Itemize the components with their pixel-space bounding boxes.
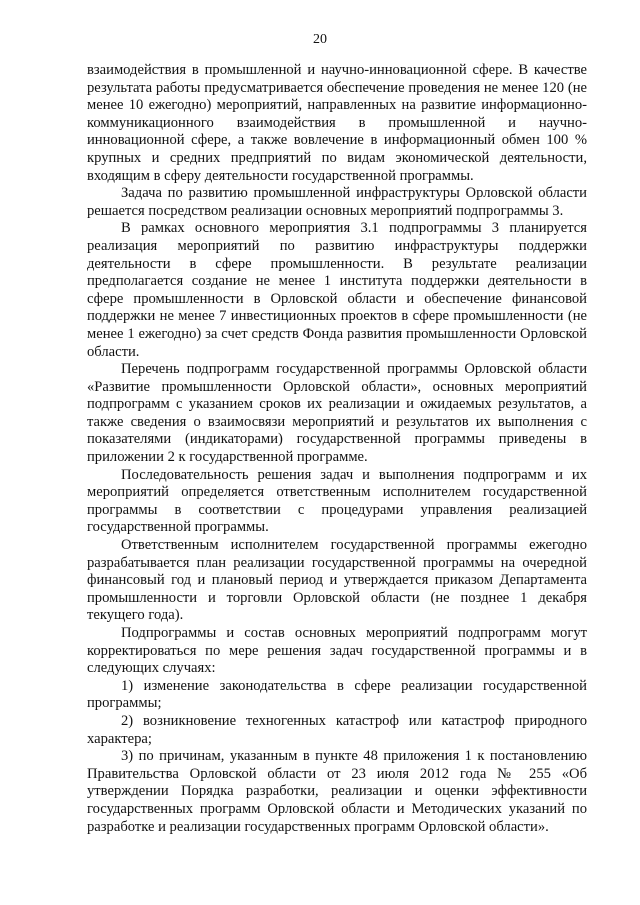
- list-item: 2) возникновение техногенных катастроф или катастроф природного характера;: [87, 712, 587, 747]
- document-body: [87, 62, 587, 836]
- paragraph: Последовательность решения задач и выполнения подпрограмм и их мероприятий определяется ответственным исполнителем государственной программы в соответствии с процедурами управления реализацией государственной программы.: [87, 466, 587, 536]
- paragraph: взаимодействия в промышленной и научно-инновационной сфере. В качестве результата работы предусматривается обеспечение проведения не менее 120 (не менее 10 ежегодно) мероприятий, направленных на развитие информационно-коммуникационного взаимодействия в промышленной и научно-инновационной сфере, а также вовлечение в информационный обмен 100 % крупных и средних предприятий по видам экономической деятельности, входящим в сферу деятельности государственной программы.: [87, 62, 587, 184]
- paragraph: Перечень подпрограмм государственной программы Орловской области «Развитие промышленности Орловской области», основных мероприятий подпрограмм с указанием сроков их реализации и ожидаемых результатов, а также сведения о взаимосвязи мероприятий и результатов их выполнения с показателями (индикаторами) государственной программы приведены в приложении 2 к государственной программе.: [87, 361, 587, 466]
- paragraph: В рамках основного мероприятия 3.1 подпрограммы 3 планируется реализация мероприятий по развитию инфраструктуры поддержки деятельности в сфере промышленности. В результате реализации предполагается создание не менее 1 института поддержки деятельности в сфере промышленности в Орловской области и обеспечение финансовой поддержки не менее 7 инвестиционных проектов в сфере промышленности (не менее 1 ежегодно) за счет средств Фонда развития промышленности Орловской области.: [87, 220, 587, 360]
- paragraph: Подпрограммы и состав основных мероприятий подпрограмм могут корректироваться по мере решения задач государственной программы и в следующих случаях:: [87, 625, 587, 677]
- list-item: 3) по причинам, указанным в пункте 48 приложения 1 к постановлению Правительства Орловской области от 23 июля 2012 года № 255 «Об утверждении Порядка разработки, реализации и оценки эффективности государственных программ Орловской области и Методических указаний по разработке и реализации государственных программ Орловской области».: [87, 748, 587, 835]
- page-number: 20: [313, 32, 327, 47]
- paragraph: Задача по развитию промышленной инфраструктуры Орловской области решается посредством реализации основных мероприятий подпрограммы 3.: [87, 185, 587, 219]
- list-item: 1) изменение законодательства в сфере реализации государственной программы;: [87, 677, 587, 712]
- paragraph: Ответственным исполнителем государственной программы ежегодно разрабатывается план реализации государственной программы на очередной финансовый год и плановый период и утверждается приказом Департамента промышленности и торговли Орловской области (не позднее 1 декабря текущего года).: [87, 537, 587, 624]
